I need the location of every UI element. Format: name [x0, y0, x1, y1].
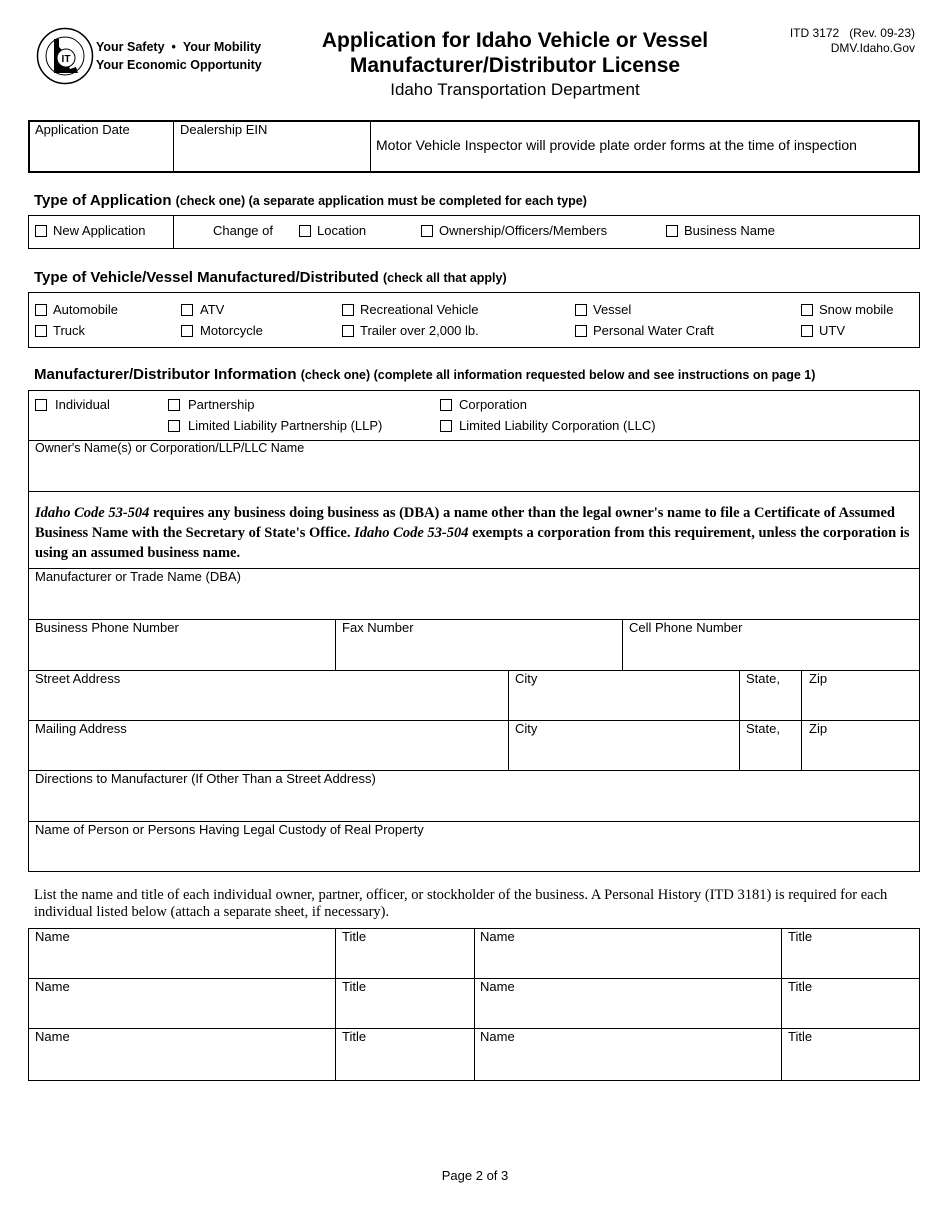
owner-1-name-field[interactable]: Name [35, 929, 70, 944]
individual-checkbox[interactable] [35, 399, 47, 411]
type-of-application-heading: Type of Application (check one) (a separate application must be completed for each type) [34, 192, 587, 209]
street-address-field[interactable]: Street Address [35, 671, 121, 686]
location-label: Location [317, 223, 367, 238]
new-application-label: New Application [53, 223, 146, 238]
owners-instructions: List the name and title of each individual owner, partner, officer, or stockholder of the business. A Personal History (ITD 3181) is required for each individual listed below (attach a separate sheet, if necessary). [34, 887, 888, 920]
owner-4-title-field[interactable]: Title [788, 979, 813, 994]
llc-checkbox[interactable] [440, 420, 452, 432]
title-line-1: Application for Idaho Vehicle or Vessel [321, 29, 709, 52]
fax-field[interactable]: Fax Number [342, 620, 414, 635]
owner-name-field[interactable]: Owner's Name(s) or Corporation/LLP/LLC Name [35, 441, 305, 455]
vessel-checkbox[interactable] [575, 304, 587, 316]
partnership-checkbox[interactable] [168, 399, 180, 411]
cell-phone-field[interactable]: Cell Phone Number [629, 620, 743, 635]
individual-label: Individual [55, 397, 110, 412]
manufacturer-info-heading: Manufacturer/Distributor Information (check one) (complete all information requested below and see instructions on page 1) [34, 366, 816, 383]
business-name-label: Business Name [684, 223, 776, 238]
location-checkbox[interactable] [299, 225, 311, 237]
llp-checkbox[interactable] [168, 420, 180, 432]
owner-2-name-field[interactable]: Name [480, 929, 515, 944]
pwc-label: Personal Water Craft [593, 323, 714, 338]
idaho-state-seal-icon [36, 27, 94, 85]
business-name-checkbox[interactable] [666, 225, 678, 237]
business-phone-field[interactable]: Business Phone Number [35, 620, 179, 635]
rv-checkbox[interactable] [342, 304, 354, 316]
street-state-field[interactable]: State, [746, 671, 780, 686]
change-of-label: Change of [213, 223, 273, 238]
street-zip-field[interactable]: Zip [809, 671, 828, 686]
truck-label: Truck [53, 323, 86, 338]
page-title [280, 28, 750, 101]
new-application-checkbox[interactable] [35, 225, 47, 237]
owner-1-title-field[interactable]: Title [342, 929, 367, 944]
tagline-line-2: Your Economic Opportunity [96, 58, 262, 72]
street-city-field[interactable]: City [515, 671, 538, 686]
atv-checkbox[interactable] [181, 304, 193, 316]
snowmobile-label: Snow mobile [819, 302, 894, 317]
page-number: Page 2 of 3 [441, 1168, 509, 1183]
trailer-checkbox[interactable] [342, 325, 354, 337]
atv-label: ATV [200, 302, 225, 317]
llc-label: Limited Liability Corporation (LLC) [459, 418, 656, 433]
rv-label: Recreational Vehicle [360, 302, 479, 317]
partnership-label: Partnership [188, 397, 255, 412]
motorcycle-checkbox[interactable] [181, 325, 193, 337]
mailing-address-field[interactable]: Mailing Address [35, 721, 127, 736]
utv-checkbox[interactable] [801, 325, 813, 337]
tagline-line-1: Your Safety • Your Mobility [96, 40, 262, 54]
utv-label: UTV [819, 323, 845, 338]
llp-label: Limited Liability Partnership (LLP) [188, 418, 383, 433]
svg-text:IT: IT [61, 54, 71, 65]
directions-field[interactable]: Directions to Manufacturer (If Other Than a Street Address) [35, 771, 376, 786]
page-subtitle: Idaho Transportation Department [390, 80, 640, 99]
automobile-label: Automobile [53, 302, 119, 317]
form-meta [790, 26, 915, 56]
form-id: ITD 3172 (Rev. 09-23) [789, 26, 915, 40]
owner-4-name-field[interactable]: Name [480, 979, 515, 994]
application-date-field[interactable]: Application Date [35, 122, 130, 137]
vehicle-types-heading: Type of Vehicle/Vessel Manufactured/Distributed (check all that apply) [34, 269, 507, 286]
website: DMV.Idaho.Gov [830, 41, 915, 55]
owner-3-title-field[interactable]: Title [342, 979, 367, 994]
owner-6-name-field[interactable]: Name [480, 1029, 515, 1044]
ownership-label: Ownership/Officers/Members [439, 223, 608, 238]
owner-5-name-field[interactable]: Name [35, 1029, 70, 1044]
dealership-ein-field[interactable]: Dealership EIN [180, 122, 268, 137]
motorcycle-label: Motorcycle [200, 323, 263, 338]
vehicle-types-box [28, 292, 920, 348]
mailing-zip-field[interactable]: Zip [809, 721, 828, 736]
itd-logo [36, 27, 94, 85]
title-line-2: Manufacturer/Distributor License [349, 54, 681, 77]
truck-checkbox[interactable] [35, 325, 47, 337]
corporation-label: Corporation [459, 397, 527, 412]
snowmobile-checkbox[interactable] [801, 304, 813, 316]
corporation-checkbox[interactable] [440, 399, 452, 411]
plate-order-notice: Motor Vehicle Inspector will provide plate order forms at the time of inspection [376, 137, 857, 153]
mailing-state-field[interactable]: State, [746, 721, 780, 736]
ownership-checkbox[interactable] [421, 225, 433, 237]
trade-name-field[interactable]: Manufacturer or Trade Name (DBA) [35, 569, 241, 584]
assumed-name-notice: Idaho Code 53-504 requires any business doing business as (DBA) a name other than the legal owner's name to file a Certificate of Assumed Business Name with the Secretary of State's Office. Idaho Code 53-504 exempts a corporation from this requirement, unless the corporation is using an assumed business name. [35, 505, 910, 561]
owner-6-title-field[interactable]: Title [788, 1029, 813, 1044]
automobile-checkbox[interactable] [35, 304, 47, 316]
legal-custody-field[interactable]: Name of Person or Persons Having Legal Custody of Real Property [35, 822, 424, 837]
owner-5-title-field[interactable]: Title [342, 1029, 367, 1044]
mailing-city-field[interactable]: City [515, 721, 538, 736]
owner-2-title-field[interactable]: Title [788, 929, 813, 944]
vessel-label: Vessel [593, 302, 632, 317]
pwc-checkbox[interactable] [575, 325, 587, 337]
owner-3-name-field[interactable]: Name [35, 979, 70, 994]
trailer-label: Trailer over 2,000 lb. [360, 323, 479, 338]
